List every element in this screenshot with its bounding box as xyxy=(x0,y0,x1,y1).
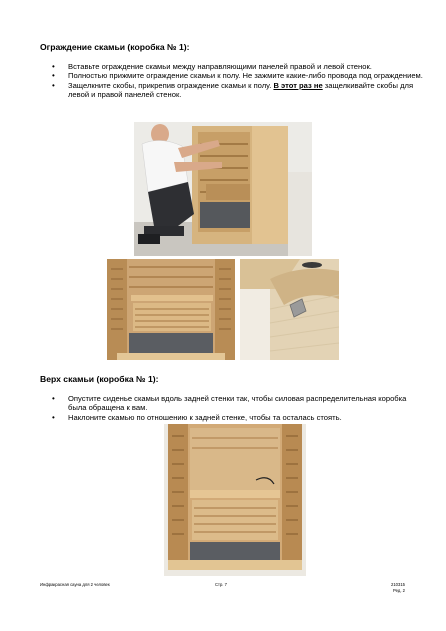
list-item: • Вставьте ограждение скамьи между направляющими панелей правой и левой стенок. xyxy=(52,62,372,71)
bullet-icon: • xyxy=(52,62,55,71)
list-item: • Наклоните скамью по отношению к задней стенке, чтобы та осталась стоять. xyxy=(52,412,342,422)
footer-doc-code: 210315 xyxy=(391,582,405,587)
photo-bench-guard-installed xyxy=(107,259,235,360)
list-item: • Полностью прижмите ограждение скамьи к полу. Не зажмите какие-либо провода под ограждением. xyxy=(52,71,423,81)
section-heading-bench-guard: Ограждение скамьи (коробка № 1): xyxy=(40,42,190,52)
photo-bench-seat-lowered xyxy=(164,424,306,576)
bullet-icon: • xyxy=(52,412,55,422)
footer-product-name: Инфракрасная сауна для 2 человек xyxy=(40,582,110,587)
bullet-icon: • xyxy=(52,394,55,403)
instruction-list-1 xyxy=(52,62,424,100)
footer-page-number: Стр. 7 xyxy=(215,582,227,587)
section-heading-bench-top: Верх скамьи (коробка № 1): xyxy=(40,374,159,384)
bullet-icon: • xyxy=(52,80,55,90)
list-item: • Защелкните скобы, прикрепив ограждение скамьи к полу. В этот раз не защелкивайте скобы для левой и правой панелей стенок. xyxy=(52,80,414,100)
list-item: • Опустите сиденье скамьи вдоль задней стенки так, чтобы силовая распределительная коробка была обращена к вам. xyxy=(52,394,407,413)
bullet-icon: • xyxy=(52,71,55,81)
emphasis-text: В этот раз не xyxy=(273,80,323,90)
footer-revision xyxy=(391,582,405,594)
photo-bracket-closeup xyxy=(240,259,339,360)
photo-installing-bench-guard xyxy=(134,122,312,256)
footer-revision-label: Ред. 2 xyxy=(393,588,405,593)
instruction-list-2 xyxy=(52,394,424,422)
